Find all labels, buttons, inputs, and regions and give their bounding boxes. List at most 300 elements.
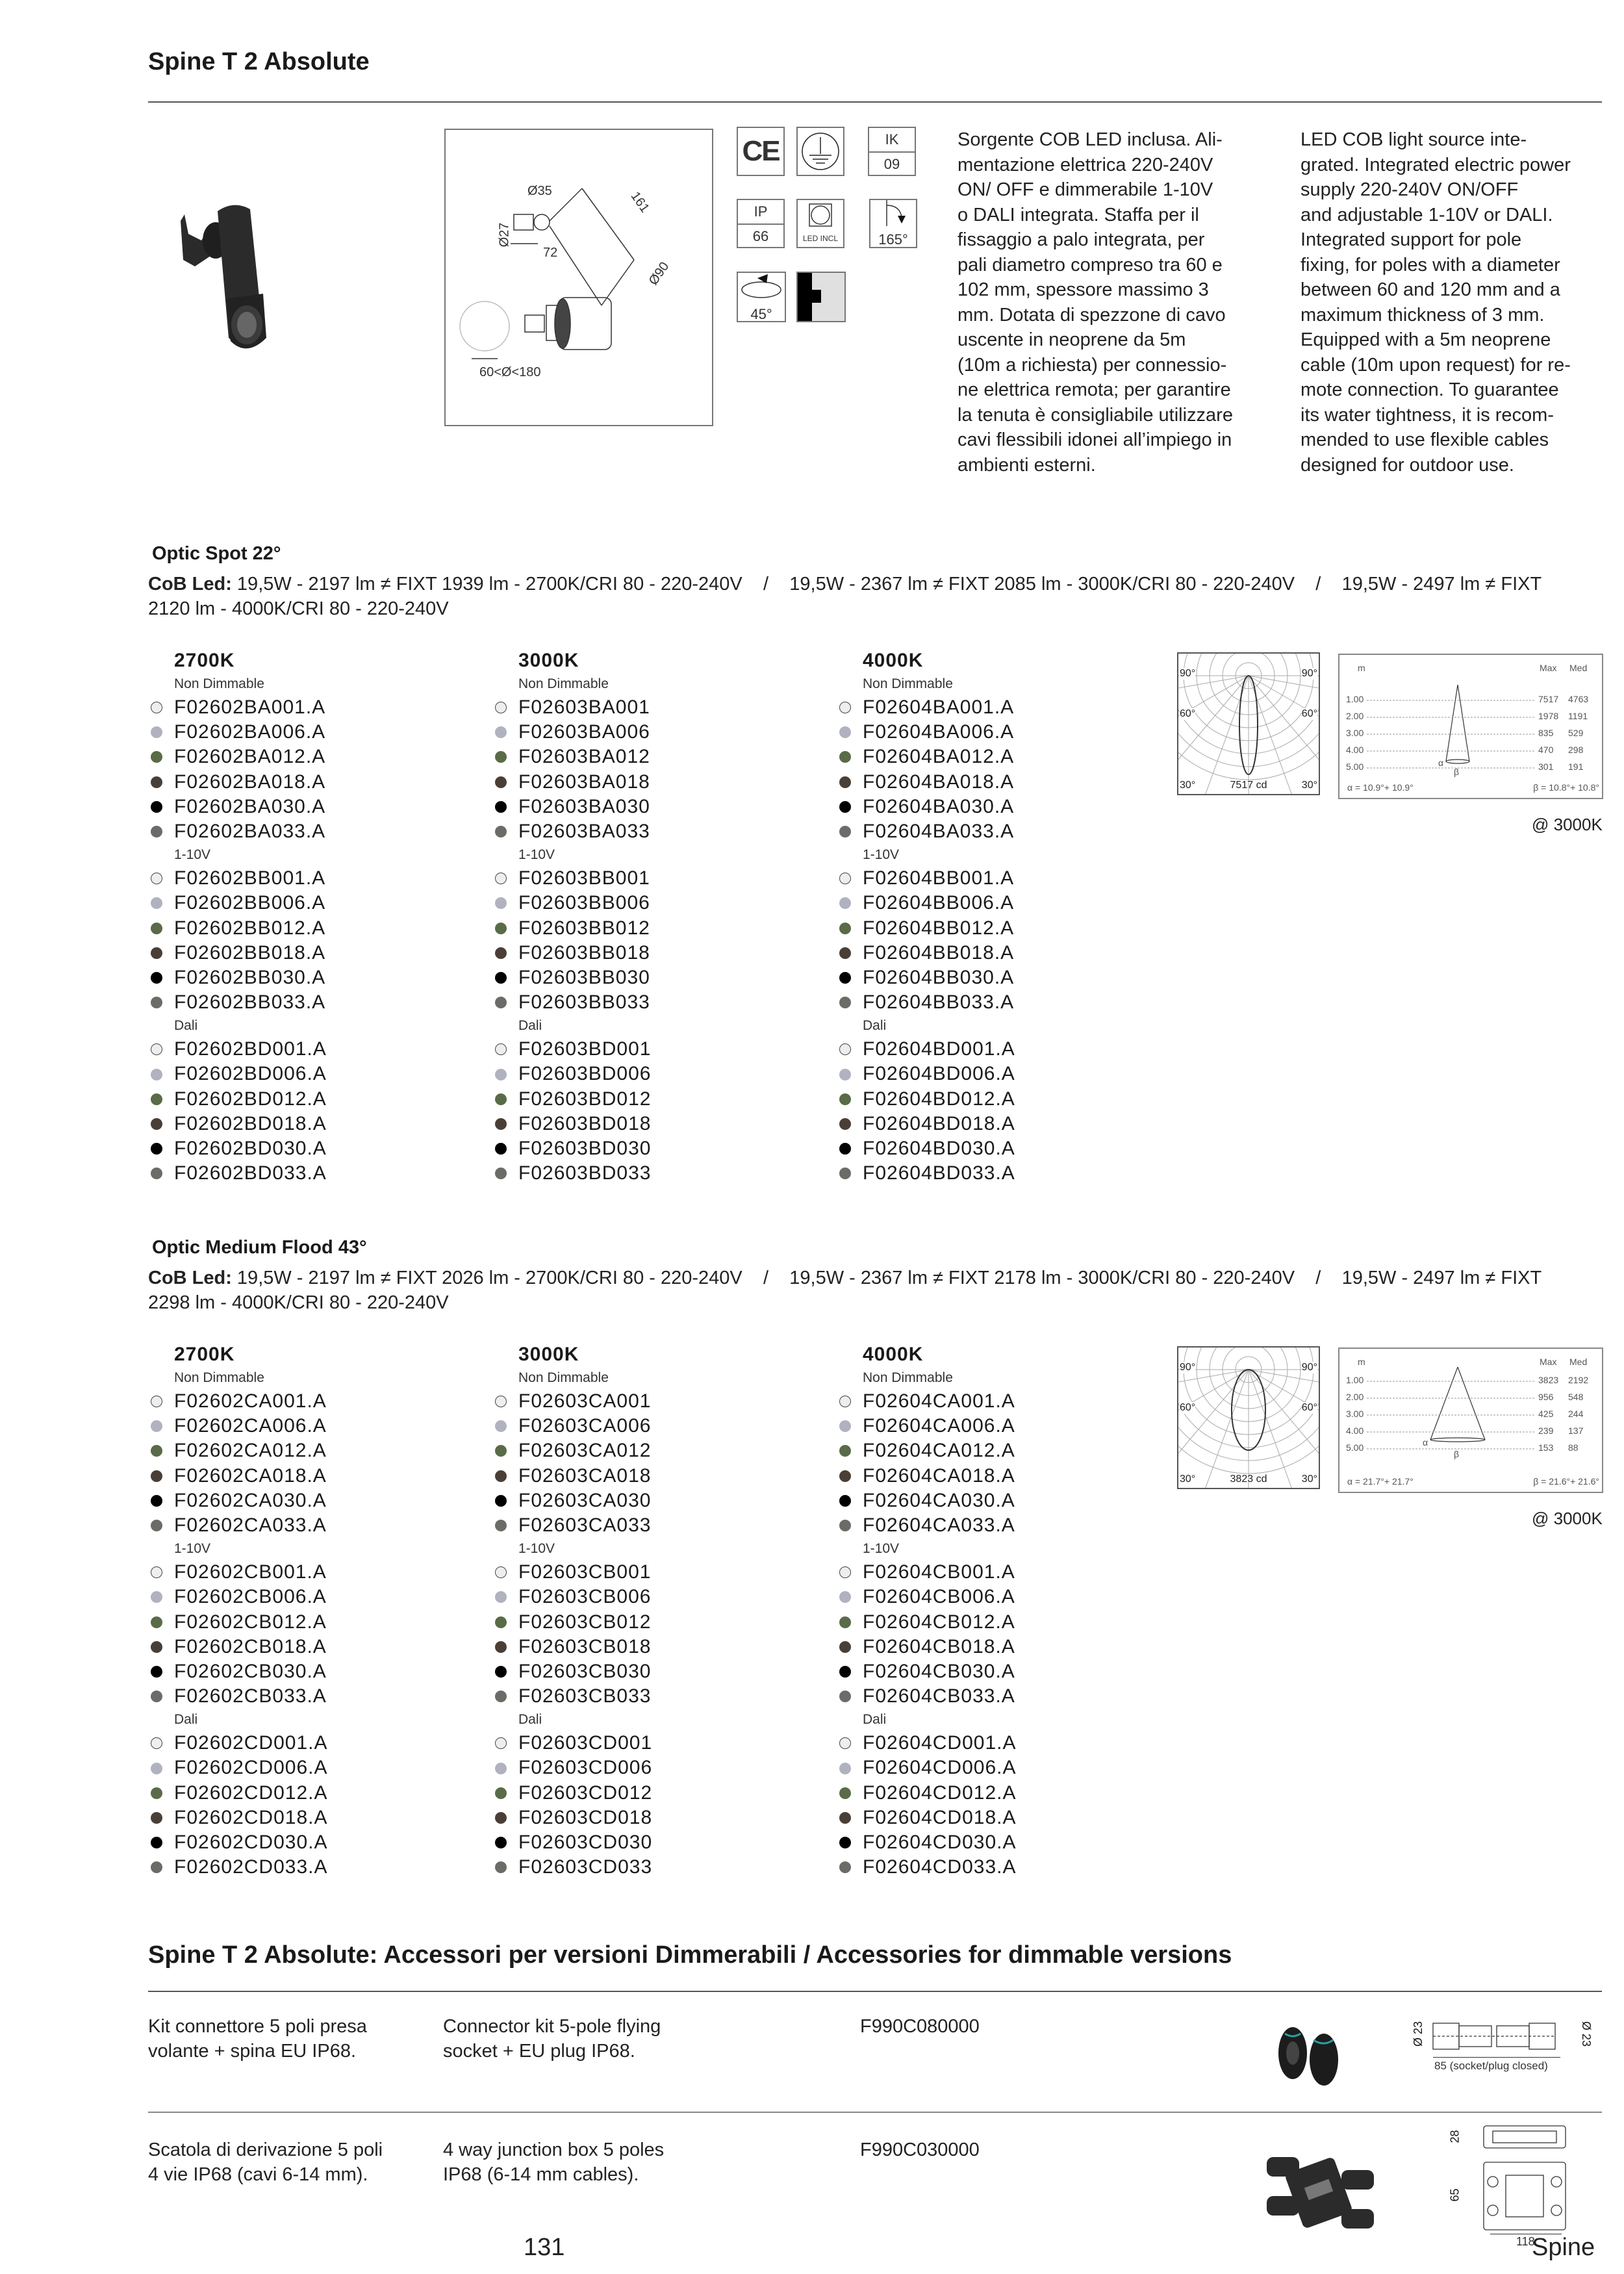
color-temperature: 4000K <box>863 1344 924 1365</box>
finish-color-swatch <box>839 1591 851 1603</box>
product-code: F02604BA012.A <box>863 746 1015 768</box>
product-code: F02602CD018.A <box>174 1806 328 1828</box>
finish-color-swatch <box>495 1420 507 1432</box>
product-code-row <box>839 1161 1015 1186</box>
product-code-row <box>495 1389 652 1414</box>
finish-color-swatch <box>839 1787 851 1799</box>
product-code-row <box>839 916 1015 941</box>
product-code: F02604CA030.A <box>863 1489 1015 1511</box>
product-code-row <box>495 1635 652 1659</box>
beta-angle: β = 21.6°+ 21.6° <box>1533 1476 1599 1487</box>
ik-rating-icon: IK 09 <box>868 127 916 176</box>
description-it: Sorgente COB LED inclusa. Ali- mentazione elettrica 220-240V ON/ OFF e dimmerabile 1-10V o DALI integrata. Staffa per il fissaggio a palo integrata, per pali diametro compreso tra 60 e 102 mm, spessore massimo 3 mm. Dotata di spezzone di cavo uscente in neoprene da 5m (10m a richiesta) per connessio- ne elettrica remota; per garantire la tenuta è consigliabile utilizzare cavi flessibili idonei all’impiego in ambienti esterni. <box>958 129 1233 476</box>
product-code: F02603BD018 <box>518 1112 652 1134</box>
color-temperature: 3000K <box>518 650 579 671</box>
product-code: F02602BB001.A <box>174 867 326 889</box>
finish-color-swatch <box>495 897 507 909</box>
finish-color-swatch <box>839 1118 851 1130</box>
finish-color-swatch <box>839 1691 851 1702</box>
product-code: F02602BD018.A <box>174 1112 327 1134</box>
product-code-row <box>839 965 1015 990</box>
accessory-1-code: F990C080000 <box>860 2016 980 2037</box>
color-temperature: 3000K <box>518 1344 579 1365</box>
product-code-row <box>839 891 1015 915</box>
product-code: F02603BA033 <box>518 820 650 842</box>
product-code-row <box>151 1684 327 1709</box>
led-included-icon: LED INCL <box>796 199 844 248</box>
product-code: F02603BA012 <box>518 746 650 768</box>
optic-spec: CoB Led: 19,5W - 2197 lm ≠ FIXT 1939 lm - 2700K/CRI 80 - 220-240V / 19,5W - 2367 lm ≠ FIXT 2085 lm - 3000K/CRI 80 - 220-240V / 19,5W - 2497 lm ≠ FIXT 2120 lm - 4000K/CRI 80 - 220-240V <box>148 574 1542 619</box>
product-code: F02603CA006 <box>518 1415 652 1437</box>
product-code-row <box>495 891 651 915</box>
product-code: F02603CB001 <box>518 1561 652 1583</box>
dimming-type-label: 1-10V <box>174 847 211 863</box>
finish-color-swatch <box>151 1143 162 1155</box>
finish-color-swatch <box>151 1118 162 1130</box>
product-code: F02604CD006.A <box>863 1757 1017 1779</box>
finish-color-swatch <box>495 1168 507 1179</box>
product-code-row <box>495 866 651 891</box>
finish-color-swatch <box>495 1043 507 1055</box>
finish-color-swatch <box>151 1420 162 1432</box>
product-code: F02602CA006.A <box>174 1415 327 1437</box>
dim-72: 72 <box>543 246 558 260</box>
product-code-row <box>151 1414 327 1438</box>
finish-color-swatch <box>151 997 162 1008</box>
finish-color-swatch <box>151 1093 162 1105</box>
finish-color-swatch <box>839 826 851 837</box>
product-code-row <box>151 770 327 795</box>
dimming-type-label: 1-10V <box>863 1541 900 1557</box>
product-code: F02603BB006 <box>518 892 650 914</box>
product-code-row <box>495 1161 651 1186</box>
product-code-row <box>839 1756 1016 1780</box>
product-code: F02602CB033.A <box>174 1685 327 1707</box>
code-column-2700K <box>151 648 327 1186</box>
product-code: F02603CA001 <box>518 1390 652 1412</box>
finish-color-swatch <box>839 1495 851 1507</box>
product-code: F02603CB018 <box>518 1635 652 1657</box>
product-code-row <box>839 720 1015 745</box>
dimming-type-label: Dali <box>174 1018 198 1034</box>
finish-color-swatch <box>839 1069 851 1080</box>
finish-color-swatch <box>495 1837 507 1848</box>
product-code-row <box>151 1855 327 1880</box>
product-code-row <box>495 1610 652 1635</box>
finish-color-swatch <box>839 1043 851 1055</box>
product-code: F02604BD030.A <box>863 1138 1015 1159</box>
product-code-row <box>839 1389 1016 1414</box>
product-code-row <box>495 1087 651 1112</box>
finish-color-swatch <box>151 1812 162 1824</box>
finish-color-swatch <box>151 702 162 713</box>
code-column-4000K <box>839 648 1015 1186</box>
product-code: F02602CA030.A <box>174 1489 327 1511</box>
dimming-type-label: 1-10V <box>863 847 900 863</box>
product-code-row <box>151 1513 327 1538</box>
finish-color-swatch <box>495 826 507 837</box>
finish-color-swatch <box>495 1470 507 1482</box>
section-name: Spine <box>1532 2234 1595 2261</box>
product-code-row <box>839 990 1015 1015</box>
product-code-row <box>839 1781 1016 1806</box>
product-code-row <box>495 1438 652 1463</box>
finish-color-swatch <box>151 776 162 788</box>
product-code-row <box>151 695 327 720</box>
product-code: F02602BB033.A <box>174 991 326 1014</box>
code-column-3000K <box>495 648 651 1186</box>
product-code-row <box>495 770 651 795</box>
code-column-4000K <box>839 1342 1016 1880</box>
product-code-row <box>839 866 1015 891</box>
product-code: F02603CD030 <box>518 1832 653 1853</box>
product-code: F02603BA018 <box>518 771 650 793</box>
product-code: F02603CA030 <box>518 1489 652 1511</box>
product-code: F02602CB001.A <box>174 1561 327 1583</box>
finish-color-swatch <box>839 947 851 959</box>
product-code: F02604BD006.A <box>863 1063 1015 1085</box>
product-code-row <box>839 1585 1016 1609</box>
finish-color-swatch <box>839 1837 851 1848</box>
product-code-row <box>495 941 651 965</box>
product-code: F02602BA033.A <box>174 820 326 842</box>
accessory-1-en: Connector kit 5-pole flying socket + EU plug IP68. <box>443 2016 661 2062</box>
product-code-row <box>151 941 327 965</box>
finish-color-swatch <box>151 1763 162 1774</box>
product-code-row <box>151 1585 327 1609</box>
finish-color-swatch <box>151 1691 162 1702</box>
finish-color-swatch <box>839 1420 851 1432</box>
product-code-row <box>151 745 327 769</box>
finish-color-swatch <box>839 1520 851 1531</box>
finish-color-swatch <box>495 1812 507 1824</box>
finish-color-swatch <box>151 1837 162 1848</box>
dimming-type-label: Non Dimmable <box>518 676 609 691</box>
finish-color-swatch <box>839 1812 851 1824</box>
color-temperature: 2700K <box>174 650 235 671</box>
product-code-row <box>151 1037 327 1062</box>
product-code: F02602BB018.A <box>174 941 326 964</box>
finish-color-swatch <box>151 1737 162 1749</box>
accessories-divider-1 <box>148 1991 1602 1992</box>
product-code-row <box>151 1659 327 1684</box>
connector-kit-photo <box>1273 2014 1345 2092</box>
finish-color-swatch <box>839 972 851 984</box>
optic-section-spot <box>148 543 1603 1199</box>
product-code: F02602CD012.A <box>174 1782 328 1804</box>
product-code-row <box>839 819 1015 844</box>
product-code-row <box>839 770 1015 795</box>
product-code: F02602BD012.A <box>174 1088 327 1110</box>
finish-color-swatch <box>151 897 162 909</box>
product-code: F02602CD033.A <box>174 1856 328 1878</box>
finish-color-swatch <box>495 1763 507 1774</box>
product-code-row <box>839 1560 1016 1585</box>
dim-161: 161 <box>628 189 652 216</box>
product-code-row <box>495 1806 652 1830</box>
product-code-row <box>151 1635 327 1659</box>
product-code: F02603BD030 <box>518 1138 652 1159</box>
finish-color-swatch <box>839 1641 851 1653</box>
finish-color-swatch <box>839 1445 851 1457</box>
product-code: F02603CB012 <box>518 1611 652 1633</box>
finish-color-swatch <box>495 1069 507 1080</box>
color-temperature: 4000K <box>863 650 924 671</box>
finish-color-swatch <box>495 1737 507 1749</box>
product-code-row <box>151 1488 327 1513</box>
product-code: F02602BB006.A <box>174 892 326 914</box>
product-code: F02602BA001.A <box>174 696 326 718</box>
beta-angle: β = 10.8°+ 10.8° <box>1533 782 1599 793</box>
dimming-type-label: 1-10V <box>174 1541 211 1557</box>
product-code: F02602CD001.A <box>174 1732 328 1754</box>
product-code: F02604CB001.A <box>863 1561 1015 1583</box>
product-code: F02604CB033.A <box>863 1685 1015 1707</box>
product-code: F02604CB012.A <box>863 1611 1015 1633</box>
finish-color-swatch <box>151 1787 162 1799</box>
product-code-row <box>495 1112 651 1136</box>
finish-color-swatch <box>495 801 507 813</box>
product-code-row <box>151 1756 327 1780</box>
product-code-row <box>151 916 327 941</box>
polar-diagram: 90° 90° 60° 60° 30° 30° 3823 cd <box>1177 1346 1320 1489</box>
junction-box-photo <box>1267 2144 1377 2242</box>
product-code-row <box>839 1830 1016 1855</box>
product-code-row <box>839 1806 1016 1830</box>
finish-color-swatch <box>839 1470 851 1482</box>
finish-color-swatch <box>839 776 851 788</box>
finish-color-swatch <box>151 1470 162 1482</box>
finish-color-swatch <box>495 1445 507 1457</box>
header-divider <box>148 101 1602 103</box>
product-code: F02603BD001 <box>518 1038 652 1060</box>
dimension-drawing <box>444 129 713 426</box>
rotation-angle-icon: 45° <box>737 272 786 322</box>
product-code: F02604BD012.A <box>863 1088 1015 1110</box>
product-code: F02604BA033.A <box>863 820 1015 842</box>
product-code: F02604BD033.A <box>863 1162 1015 1184</box>
finish-color-swatch <box>839 751 851 763</box>
product-code: F02603BD006 <box>518 1063 652 1085</box>
product-code: F02603CB006 <box>518 1586 652 1608</box>
accessory-2-it: Scatola di derivazione 5 poli 4 vie IP68 (cavi 6-14 mm). <box>148 2140 383 2185</box>
product-code: F02604BA001.A <box>863 696 1015 718</box>
finish-color-swatch <box>495 1641 507 1653</box>
finish-color-swatch <box>495 1495 507 1507</box>
finish-color-swatch <box>151 972 162 984</box>
alpha-angle: α = 21.7°+ 21.7° <box>1347 1476 1414 1487</box>
dim-d90: Ø90 <box>646 259 672 288</box>
dim-pole: 60<Ø<180 <box>479 365 541 379</box>
product-code-row <box>495 965 651 990</box>
product-code: F02602CB018.A <box>174 1635 327 1657</box>
product-code-row <box>839 1112 1015 1136</box>
product-code-row <box>839 1464 1016 1488</box>
product-code: F02604BB033.A <box>863 991 1015 1014</box>
color-temperature: 2700K <box>174 1344 235 1365</box>
product-code: F02602CB006.A <box>174 1586 327 1608</box>
finish-color-swatch <box>495 776 507 788</box>
product-code: F02603CA012 <box>518 1440 652 1462</box>
finish-color-swatch <box>151 1566 162 1578</box>
finish-color-swatch <box>151 1591 162 1603</box>
accessories-title: Spine T 2 Absolute: Accessori per versioni Dimmerabili / Accessories for dimmable versions <box>148 1941 1232 1969</box>
finish-color-swatch <box>839 1763 851 1774</box>
product-code-row <box>151 720 327 745</box>
dim-d27: Ø27 <box>497 222 512 248</box>
dimming-type-label: Dali <box>518 1018 542 1034</box>
finish-color-swatch <box>839 897 851 909</box>
product-code-row <box>151 1389 327 1414</box>
code-column-2700K <box>151 1342 327 1880</box>
product-code-row <box>839 1037 1015 1062</box>
product-code-row <box>839 795 1015 819</box>
finish-color-swatch <box>839 1168 851 1179</box>
accessory-2-en: 4 way junction box 5 poles IP68 (6-14 mm cables). <box>443 2140 665 2185</box>
finish-color-swatch <box>495 726 507 738</box>
product-code-row <box>495 695 651 720</box>
product-code-row <box>839 1731 1016 1756</box>
product-code-row <box>839 1136 1015 1161</box>
product-code-row <box>151 819 327 844</box>
product-code-row <box>151 1610 327 1635</box>
product-code-row <box>839 1635 1016 1659</box>
optic-title: Optic Medium Flood 43° <box>152 1237 367 1258</box>
product-code: F02604CB018.A <box>863 1635 1015 1657</box>
product-code: F02604CA018.A <box>863 1464 1015 1487</box>
finish-color-swatch <box>495 1118 507 1130</box>
page-title: Spine T 2 Absolute <box>148 48 370 75</box>
finish-color-swatch <box>151 726 162 738</box>
finish-color-swatch <box>151 1396 162 1407</box>
product-code-row <box>839 1488 1016 1513</box>
product-code-row <box>839 1414 1016 1438</box>
description-en: LED COB light source inte- grated. Integrated electric power supply 220-240V ON/OFF and adjustable 1-10V or DALI. Integrated support for pole fixing, for poles with a diameter between 60 and 120 mm and a maximum thickness of 3 mm. Equipped with a 5m neoprene cable (10m upon request) for re- mote connection. To guarantee its water tightness, it is recom- mended to use flexible cables designed for outdoor use. <box>1300 129 1571 476</box>
finish-color-swatch <box>151 1616 162 1628</box>
dimming-type-label: 1-10V <box>518 847 555 863</box>
product-code: F02604CA012.A <box>863 1440 1015 1462</box>
product-code: F02603CD018 <box>518 1806 653 1828</box>
product-code: F02604BB001.A <box>863 867 1015 889</box>
finish-color-swatch <box>495 751 507 763</box>
accessories-divider-2 <box>148 2112 1602 2113</box>
product-code-row <box>495 1136 651 1161</box>
dimming-type-label: Non Dimmable <box>174 1370 264 1385</box>
finish-color-swatch <box>495 972 507 984</box>
photometry-note: @ 3000K <box>1532 1509 1603 1528</box>
product-code-row <box>151 795 327 819</box>
spec-label: CoB Led: <box>148 574 232 594</box>
product-code-row <box>151 990 327 1015</box>
product-code-row <box>495 1464 652 1488</box>
product-code-row <box>495 1585 652 1609</box>
finish-color-swatch <box>839 1737 851 1749</box>
product-code-row <box>839 745 1015 769</box>
finish-color-swatch <box>151 923 162 934</box>
product-code-row <box>495 1731 652 1756</box>
product-code: F02603CA033 <box>518 1514 652 1536</box>
product-code-row <box>839 1513 1016 1538</box>
product-code-row <box>495 1560 652 1585</box>
optic-spec: CoB Led: 19,5W - 2197 lm ≠ FIXT 2026 lm - 2700K/CRI 80 - 220-240V / 19,5W - 2367 lm ≠ FIXT 2178 lm - 3000K/CRI 80 - 220-240V / 19,5W - 2497 lm ≠ FIXT 2298 lm - 4000K/CRI 80 - 220-240V <box>148 1268 1542 1313</box>
product-code-row <box>151 1731 327 1756</box>
product-code-row <box>495 819 651 844</box>
alpha-angle: α = 10.9°+ 10.9° <box>1347 782 1414 793</box>
product-code-row <box>839 1087 1015 1112</box>
product-code: F02604CD033.A <box>863 1856 1017 1878</box>
product-code: F02603CD006 <box>518 1757 653 1779</box>
product-code-row <box>839 941 1015 965</box>
finish-color-swatch <box>151 1168 162 1179</box>
product-code-row <box>151 1464 327 1488</box>
product-code-row <box>151 891 327 915</box>
dimming-type-label: Non Dimmable <box>174 676 264 691</box>
product-code-row <box>495 1781 652 1806</box>
product-code-row <box>151 1112 327 1136</box>
product-code: F02604CB030.A <box>863 1660 1015 1682</box>
product-code-row <box>151 1136 327 1161</box>
product-code: F02602CA033.A <box>174 1514 327 1536</box>
product-code: F02602CA012.A <box>174 1440 327 1462</box>
product-code-row <box>495 1756 652 1780</box>
product-code: F02602BD006.A <box>174 1063 327 1085</box>
finish-color-swatch <box>151 826 162 837</box>
dim-d35: Ø35 <box>527 184 552 198</box>
product-code: F02603BA001 <box>518 696 650 718</box>
product-code: F02603CB033 <box>518 1685 652 1707</box>
dimming-type-label: Dali <box>174 1712 198 1728</box>
product-code: F02604CA001.A <box>863 1390 1015 1412</box>
finish-color-swatch <box>151 1069 162 1080</box>
product-code: F02604BB030.A <box>863 966 1015 988</box>
product-code-row <box>151 1438 327 1463</box>
product-code: F02604BB012.A <box>863 917 1015 939</box>
finish-color-swatch <box>495 1616 507 1628</box>
product-code-row <box>495 990 651 1015</box>
product-code-row <box>495 1037 651 1062</box>
finish-color-swatch <box>151 1445 162 1457</box>
product-code: F02602CD030.A <box>174 1832 328 1853</box>
ip-rating-icon: IP 66 <box>737 199 785 248</box>
finish-color-swatch <box>495 702 507 713</box>
product-code: F02604CD012.A <box>863 1782 1017 1804</box>
dimming-type-label: Dali <box>518 1712 542 1728</box>
product-code: F02603CD012 <box>518 1782 653 1804</box>
finish-color-swatch <box>495 873 507 884</box>
product-code: F02604CA006.A <box>863 1415 1015 1437</box>
product-code: F02602BB030.A <box>174 966 326 988</box>
product-code: F02602BA006.A <box>174 721 326 743</box>
product-code: F02603BD012 <box>518 1088 652 1110</box>
product-code: F02603BB033 <box>518 991 650 1014</box>
product-code: F02603BB001 <box>518 867 650 889</box>
product-code-row <box>151 866 327 891</box>
finish-color-swatch <box>495 1396 507 1407</box>
polar-diagram: 90° 90° 60° 60° 30° 30° 7517 cd <box>1177 652 1320 795</box>
accessory-2-code: F990C030000 <box>860 2140 980 2160</box>
finish-color-swatch <box>151 1043 162 1055</box>
product-code: F02603BD033 <box>518 1162 652 1184</box>
product-code: F02604BB018.A <box>863 941 1015 964</box>
finish-color-swatch <box>495 1566 507 1578</box>
finish-color-swatch <box>495 1093 507 1105</box>
dimming-type-label: 1-10V <box>518 1541 555 1557</box>
finish-color-swatch <box>495 1520 507 1531</box>
ce-mark-icon: CE <box>737 127 785 176</box>
illuminance-table: m Max Med 1.00 3823 2192 2.00 956 548 3.00 425 244 4.00 239 137 5.00 153 88 α β α = 21.7°+ 21.7° β = 21.6°+ 21.6° <box>1338 1348 1603 1493</box>
product-code: F02603CB030 <box>518 1660 652 1682</box>
product-code-row <box>495 1830 652 1855</box>
